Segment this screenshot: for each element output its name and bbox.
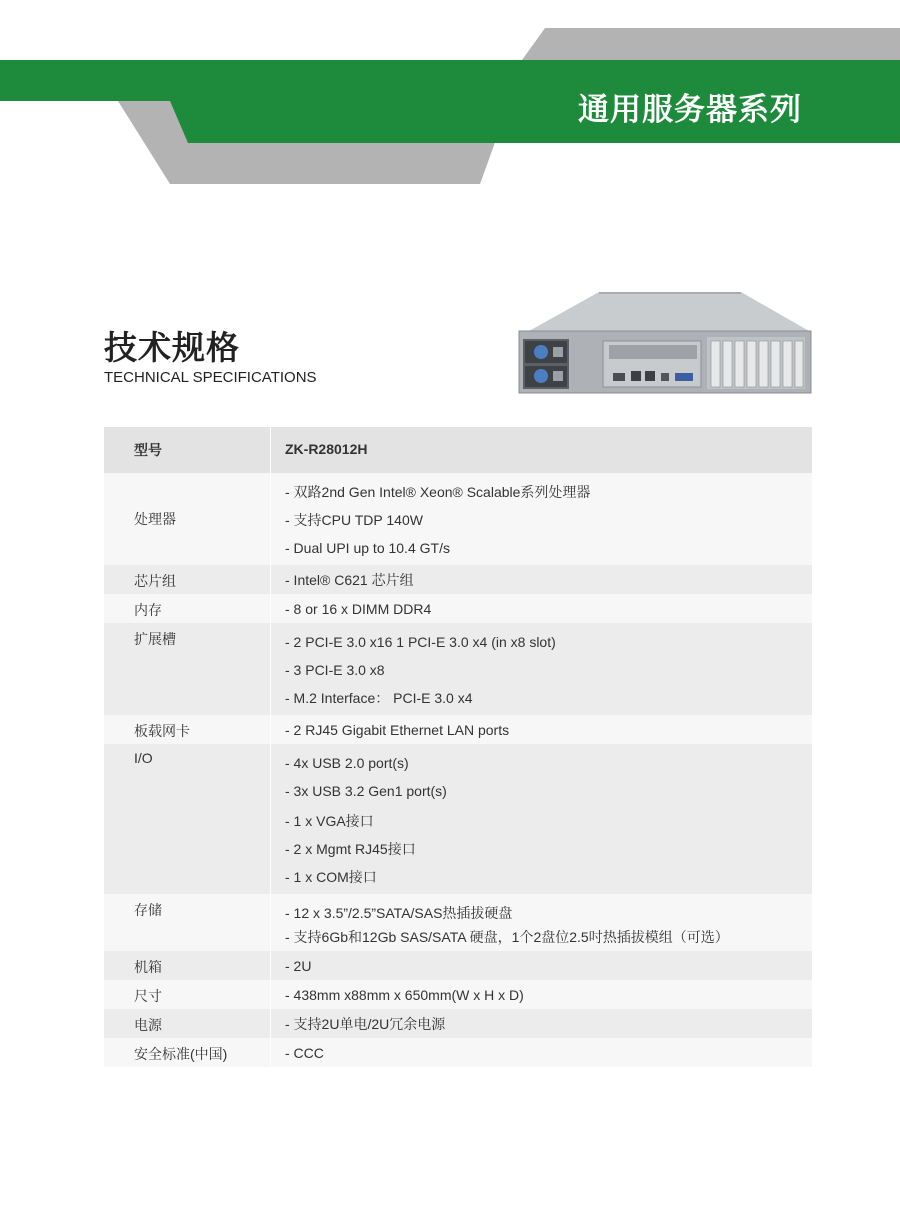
spec-label: 芯片组 <box>104 565 271 594</box>
spec-header-row <box>104 427 812 473</box>
spec-line: - 双路2nd Gen Intel® Xeon® Scalable系列处理器 <box>285 484 591 500</box>
spec-value <box>271 473 813 565</box>
spec-line: - 2U <box>285 958 312 974</box>
spec-value <box>271 565 813 594</box>
spec-row-chipset <box>104 565 812 594</box>
spec-label: 安全标准(中国) <box>104 1038 271 1067</box>
spec-line: - 12 x 3.5”/2.5”SATA/SAS热插拔硬盘 <box>285 905 513 921</box>
spec-value <box>271 980 813 1009</box>
spec-value <box>271 1009 813 1038</box>
spec-line: - 3 PCI-E 3.0 x8 <box>285 662 385 678</box>
spec-row-network <box>104 715 812 744</box>
spec-row-chassis <box>104 951 812 980</box>
spec-line: - 1 x VGA接口 <box>285 813 374 829</box>
spec-row-expansion <box>104 623 812 715</box>
spec-row-certification <box>104 1038 812 1067</box>
section-title: 技术规格 <box>104 328 240 367</box>
spec-label: 机箱 <box>104 951 271 980</box>
spec-value <box>271 951 813 980</box>
spec-row-memory <box>104 594 812 623</box>
spec-row-io <box>104 744 812 894</box>
spec-line: - 2 RJ45 Gigabit Ethernet LAN ports <box>285 722 510 738</box>
spec-value <box>271 894 813 951</box>
spec-line: - 1 x COM接口 <box>285 869 377 885</box>
spec-line: - 支持CPU TDP 140W <box>285 512 423 528</box>
model-value: ZK-R28012H <box>271 427 813 473</box>
section-subtitle: TECHNICAL SPECIFICATIONS <box>104 369 317 386</box>
spec-line: - CCC <box>285 1045 324 1061</box>
spec-label: I/O <box>104 744 271 894</box>
spec-line: - Intel® C621 芯片组 <box>285 572 414 588</box>
spec-value <box>271 1038 813 1067</box>
spec-line: - Dual UPI up to 10.4 GT/s <box>285 540 450 556</box>
spec-line: - 支持2U单电/2U冗余电源 <box>285 1016 446 1032</box>
spec-value <box>271 744 813 894</box>
spec-table <box>104 427 812 1067</box>
spec-label: 尺寸 <box>104 980 271 1009</box>
spec-row-power <box>104 1009 812 1038</box>
spec-line: - 2 x Mgmt RJ45接口 <box>285 841 416 857</box>
spec-value <box>271 623 813 715</box>
spec-label: 存储 <box>104 894 271 951</box>
spec-label: 内存 <box>104 594 271 623</box>
spec-line: - 4x USB 2.0 port(s) <box>285 755 409 771</box>
spec-line: - M.2 Interface： PCI-E 3.0 x4 <box>285 690 473 706</box>
spec-label: 板载网卡 <box>104 715 271 744</box>
spec-line: - 2 PCI-E 3.0 x16 1 PCI-E 3.0 x4 (in x8 slot) <box>285 634 556 650</box>
banner-gray-top <box>522 28 900 60</box>
model-label: 型号 <box>104 427 271 473</box>
spec-row-dimensions <box>104 980 812 1009</box>
banner-title: 通用服务器系列 <box>578 92 802 128</box>
spec-line: - 支持6Gb和12Gb SAS/SATA 硬盘，1个2盘位2.5吋热插拔模组（可选） <box>285 929 729 945</box>
spec-line: - 438mm x88mm x 650mm(W x H x D) <box>285 987 524 1003</box>
spec-label: 扩展槽 <box>104 623 271 715</box>
header-banner <box>0 0 900 200</box>
spec-line: - 8 or 16 x DIMM DDR4 <box>285 601 432 617</box>
spec-label: 电源 <box>104 1009 271 1038</box>
spec-line: - 3x USB 3.2 Gen1 port(s) <box>285 783 447 799</box>
server-image <box>515 287 815 397</box>
spec-row-cpu <box>104 473 812 565</box>
spec-value <box>271 594 813 623</box>
spec-label: 处理器 <box>104 473 271 565</box>
spec-value <box>271 715 813 744</box>
spec-row-storage <box>104 894 812 951</box>
